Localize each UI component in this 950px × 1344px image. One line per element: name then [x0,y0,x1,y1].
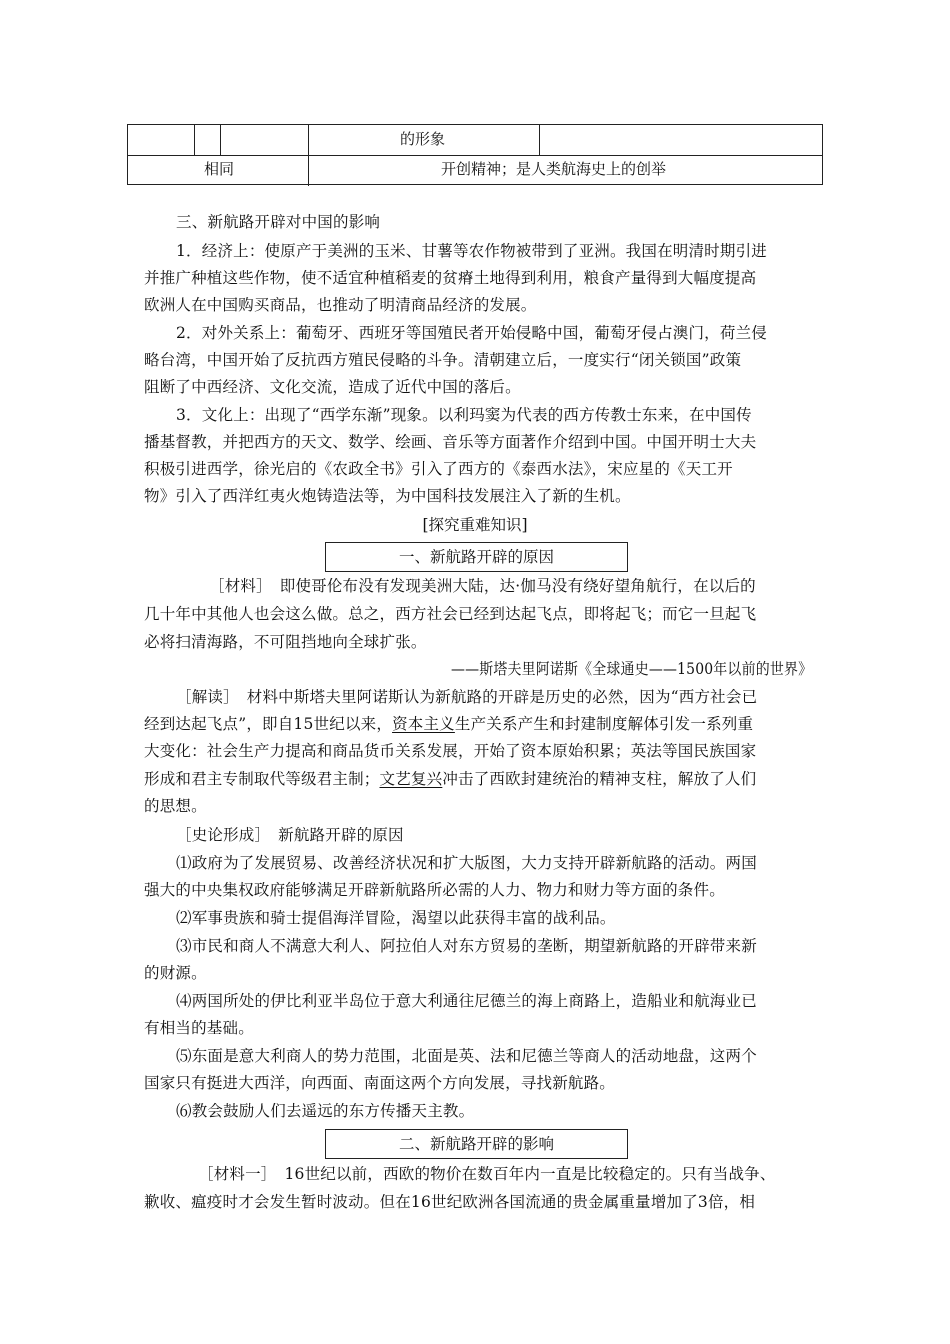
interpret-line: 大变化：社会生产力提高和商品货币关系发展，开始了资本原始积累；英法等国民族国家 [144,742,757,760]
list-item: 国家只有挺进大西洋，向西面、南面这两个方向发展，寻找新航路。 [144,1074,616,1092]
interpret-line: 的思想。 [144,797,207,815]
material-line: 几十年中其他人也会这么做。总之，西方社会已经到达起飞点，即将起飞；而它一旦起飞 [144,605,757,623]
interpret-line [144,714,753,734]
paragraph-line: 物》引入了西洋红夷火炮铸造法等，为中国科技发展注入了新的生机。 [144,487,631,505]
interpret-line [144,769,756,789]
comparison-table [127,124,823,185]
explore-title: [探究重难知识] [422,516,528,534]
theory-heading: ［史论形成］ 新航路开辟的原因 [176,826,404,844]
list-item: 强大的中央集权政府能够满足开辟新航路所必需的人力、物力和财力等方面的条件。 [144,881,725,899]
paragraph-line: 欧洲人在中国购买商品，也推动了明清商品经济的发展。 [144,296,537,314]
paragraph-line: 1．经济上：使原产于美洲的玉米、甘薯等农作物被带到了亚洲。我国在明清时期引进 [176,242,767,260]
table-cell: 开创精神；是人类航海史上的创举 [441,160,667,178]
list-item: ⑷两国所处的伊比利亚半岛位于意大利通往尼德兰的海上商路上，造船业和航海业已 [176,992,757,1010]
paragraph-line: 略台湾，中国开始了反抗西方殖民侵略的斗争。清朝建立后，一度实行“闭关锁国”政策 [144,351,742,369]
interpret-text: 生产关系产生和封建制度解体引发一系列重 [454,715,754,733]
underlined-term: 资本主义 [392,715,455,733]
material-line: 必将扫清海路，不可阻挡地向全球扩张。 [144,633,427,651]
material-line: ［材料］ 即使哥伦布没有发现美洲大陆，达·伽马没有绕好望角航行，在以后的 [209,577,756,595]
table-divider [194,125,195,156]
boxed-heading: 一、新航路开辟的原因 [325,542,628,572]
list-item: ⑵军事贵族和骑士提倡海洋冒险，渴望以此获得丰富的战利品。 [176,909,616,927]
table-cell-label: 相同 [204,160,235,178]
paragraph-line: 积极引进西学，徐光启的《农政全书》引入了西方的《泰西水法》，宋应星的《天工开 [144,460,733,478]
interpret-line: ［解读］ 材料中斯塔夫里阿诺斯认为新航路的开辟是历史的必然，因为“西方社会已 [176,688,758,706]
list-item: 有相当的基础。 [144,1019,254,1037]
interpret-text: 冲击了西欧封建统治的精神支柱，解放了人们 [442,770,757,788]
material-source: ——斯塔夫里阿诺斯《全球通史——1500年以前的世界》 [451,660,813,678]
table-row [128,125,822,156]
paragraph-line: 阻断了中西经济、文化交流，造成了近代中国的落后。 [144,378,521,396]
list-item: ⑴政府为了发展贸易、改善经济状况和扩大版图，大力支持开辟新航路的活动。两国 [176,854,757,872]
section-heading: 三、新航路开辟对中国的影响 [176,213,381,231]
list-item: ⑶市民和商人不满意大利人、阿拉伯人对东方贸易的垄断，期望新航路的开辟带来新 [176,937,757,955]
list-item: ⑹教会鼓励人们去遥远的东方传播天主教。 [176,1102,475,1120]
paragraph-line: 2．对外关系上：葡萄牙、西班牙等国殖民者开始侵略中国，葡萄牙侵占澳门，荷兰侵 [176,324,767,342]
table-divider [220,125,221,156]
interpret-text: 经到达起飞点”，即自15世纪以来， [144,715,393,733]
table-divider [539,125,540,156]
underlined-term: 文艺复兴 [379,770,443,788]
material-line: 歉收、瘟疫时才会发生暂时波动。但在16世纪欧洲各国流通的贵金属重量增加了3倍，相 [144,1193,756,1211]
table-cell: 的形象 [400,130,446,148]
list-item: ⑸东面是意大利商人的势力范围，北面是英、法和尼德兰等商人的活动地盘，这两个 [176,1047,757,1065]
list-item: 的财源。 [144,964,207,982]
paragraph-line: 播基督教，并把西方的天文、数学、绘画、音乐等方面著作介绍到中国。中国开明士大夫 [144,433,757,451]
boxed-heading: 二、新航路开辟的影响 [325,1129,628,1159]
table-divider [308,125,309,186]
material-line: ［材料一］ 16世纪以前，西欧的物价在数百年内一直是比较稳定的。只有当战争、 [198,1165,776,1183]
paragraph-line: 并推广种植这些作物，使不适宜种植稻麦的贫瘠土地得到利用，粮食产量得到大幅度提高 [144,269,757,287]
paragraph-line: 3．文化上：出现了“西学东渐”现象。以利玛窦为代表的西方传教士东来，在中国传 [176,406,752,424]
interpret-text: 形成和君主专制取代等级君主制； [144,770,380,788]
